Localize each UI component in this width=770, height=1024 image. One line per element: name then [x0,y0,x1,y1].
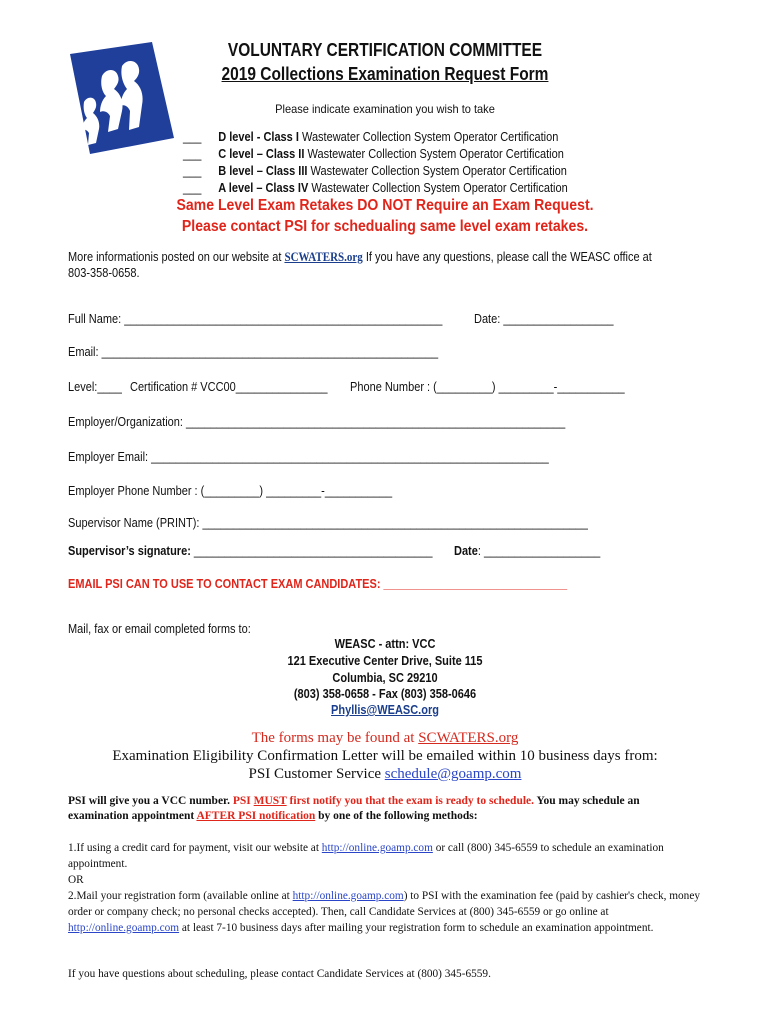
form-title: 2019 Collections Examination Request Form [221,64,549,84]
address-email [46,703,724,717]
employer-organization-field[interactable]: Employer/Organization: ______________________________________________________________ [68,415,566,429]
level-option-d[interactable] [183,130,558,144]
retake-warning-line1: Same Level Exam Retakes DO NOT Require an Exam Request. [176,197,594,214]
method-one: 1.If using a credit card for payment, visit our website at http://online.goamp.com or call (800) 345-6559 to schedule an examination appointment. [68,842,664,870]
or-separator: OR [68,874,84,886]
method-two: 2.Mail your registration form (available online at http://online.goamp.com) to PSI with the examination fee (paid by cashier's check, money order or company check; no personal checks accepted). Then, call Candidate Services at (800) 345-6559 or go online at http://online.goamp.com at least 7-10 business days after mailing your registration form to schedule an examination appointment. [68,890,700,934]
address-line1: WEASC - attn: VCC [334,637,436,651]
info-paragraph: More informationis posted on our website at SCWATERS.org If you have any questions, please call the WEASC office at [68,250,652,264]
certification-number-field[interactable]: Certification # VCC00_______________ [130,380,328,394]
goamp-link[interactable]: http://online.goamp.com [292,890,404,902]
signature-date-label: Date [454,544,478,558]
goamp-link[interactable]: http://online.goamp.com [321,842,433,854]
forms-location: The forms may be found at SCWATERS.org [251,730,519,746]
email-field[interactable]: Email: _______________________________________________________ [68,345,439,359]
supervisor-signature-field[interactable]: Supervisor’s signature: _______________________________________ [68,544,433,558]
scwaters-forms-link[interactable]: SCWATERS.org [418,730,519,746]
level-name: B level – Class III [218,164,308,178]
phone-number-field[interactable]: Phone Number : (_________) _________-___________ [350,380,625,394]
level-name: C level – Class II [218,147,305,161]
address-line3: Columbia, SC 29210 [332,671,438,685]
weasc-phone: 803-358-0658. [68,266,140,280]
level-checkbox-blank[interactable]: ___ [183,164,202,178]
level-description: Wastewater Collection System Operator Certification [304,147,564,161]
signature-date-field[interactable]: Date: ___________________ [454,544,601,558]
employer-phone-field[interactable]: Employer Phone Number : (_________) _________-___________ [68,484,393,498]
retake-warning-line2: Please contact PSI for schedualing same level exam retakes. [181,218,589,235]
psi-customer-service: PSI Customer Service schedule@goamp.com [248,766,522,782]
scwaters-link[interactable]: SCWATERS.org [284,250,363,264]
level-name: A level – Class IV [218,181,309,195]
instruction-text: Please indicate examination you wish to take [275,102,495,116]
level-description: Wastewater Collection System Operator Certification [307,164,567,178]
psi-notice-line2: examination appointment AFTER PSI notification by one of the following methods: [68,810,478,822]
level-field[interactable]: Level:____ [68,380,122,394]
level-option-c[interactable] [183,147,564,161]
level-option-b[interactable] [183,164,567,178]
full-name-field[interactable]: Full Name: ____________________________________________________ [68,312,443,326]
supervisor-name-field[interactable]: Supervisor Name (PRINT): _______________________________________________________________ [68,516,588,530]
supervisor-signature-label: Supervisor’s signature: [68,544,191,558]
psi-contact-email-field[interactable]: EMAIL PSI CAN TO USE TO CONTACT EXAM CANDIDATES: ______________________________ [68,577,568,591]
level-checkbox-blank[interactable]: ___ [183,130,202,144]
schedule-email-link[interactable]: schedule@goamp.com [384,766,522,782]
date-field[interactable]: Date: __________________ [474,312,614,326]
employer-email-field[interactable]: Employer Email: _________________________________________________________________ [68,450,549,464]
level-description: Wastewater Collection System Operator Certification [298,130,559,144]
scheduling-questions: If you have questions about scheduling, please contact Candidate Services at (800) 345-6559. [68,968,491,980]
mail-instructions: Mail, fax or email completed forms to: [68,622,251,636]
committee-title: VOLUNTARY CERTIFICATION COMMITTEE [227,40,543,60]
eligibility-letter-note: Examination Eligibility Confirmation Letter will be emailed within 10 business days from: [112,748,658,764]
goamp-link[interactable]: http://online.goamp.com [68,922,180,934]
address-phone-fax: (803) 358-0658 - Fax (803) 358-0646 [293,687,477,701]
weasc-email-link[interactable]: Phyllis@WEASC.org [331,703,439,717]
level-description: Wastewater Collection System Operator Certification [308,181,568,195]
level-option-a[interactable] [183,181,568,195]
psi-notice-line1: PSI will give you a VCC number. PSI MUST first notify you that the exam is ready to schedule. You may schedule an [68,795,640,807]
level-name: D level - Class I [218,130,299,144]
level-checkbox-blank[interactable]: ___ [183,147,202,161]
level-checkbox-blank[interactable]: ___ [183,181,202,195]
address-line2: 121 Executive Center Drive, Suite 115 [287,654,483,668]
